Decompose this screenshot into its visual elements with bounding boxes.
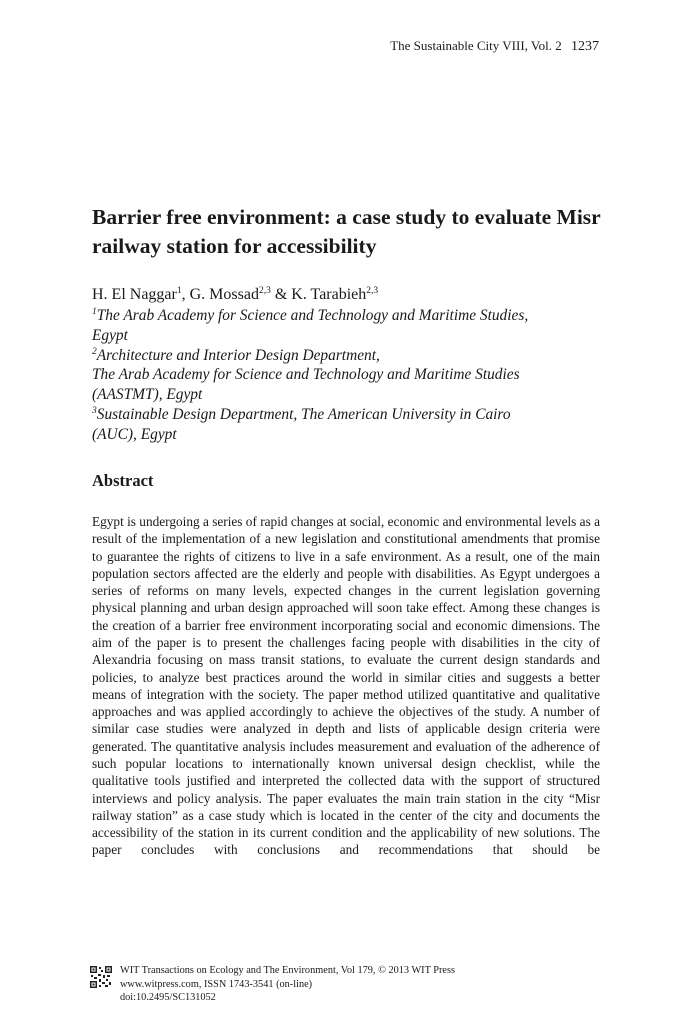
author-affiliation-mark: 2,3 bbox=[366, 286, 379, 296]
affiliation-text: The Arab Academy for Science and Technology and Maritime Studies, bbox=[96, 307, 529, 324]
footer-text bbox=[120, 964, 455, 1005]
author-separator: , bbox=[181, 286, 190, 303]
author-separator: & bbox=[270, 286, 292, 303]
author-name: H. El Naggar bbox=[92, 286, 177, 303]
affiliation-mark: 2 bbox=[92, 346, 97, 357]
affiliation-line: The Arab Academy for Science and Technology and Maritime Studies bbox=[92, 366, 520, 384]
abstract-heading: Abstract bbox=[92, 471, 154, 490]
footer-journal-line: WIT Transactions on Ecology and The Environment, Vol 179, © 2013 WIT Press bbox=[120, 965, 456, 976]
affiliation-line bbox=[92, 306, 602, 326]
running-head bbox=[390, 38, 599, 55]
paper-title: Barrier free environment: a case study to evaluate Misr railway station for accessibility bbox=[92, 205, 601, 258]
abstract-text: Egypt is undergoing a series of rapid changes at social, economic and environmental levels as a result of the implementation of a new legislation and constitutional amendments that promise to guarantee the rights of citizens to live in a safe environment. As a result, one of the main population sectors affected are the elderly and people with disabilities. As Egypt undergoes a series of reforms on many levels, expected changes in the current legislation governing physical planning and urban design approached will soon take effect. Among these changes is the creation of a barrier free environment incorporating social and economic dimensions. The aim of the paper is to present the challenges facing people with disabilities in the city of Alexandria focusing on mass transit stations, to evaluate the current design standards and policies, to analyze best practices around the world in similar cities and suggests a better means of integration with the society. The paper method utilized quantitative and qualitative approaches and was applied accordingly to achieve the objectives of the study. A number of similar case studies were analyzed in depth and lists of applicable design criteria were generated. The quantitative analysis includes measurement and evaluation of the adherence of such popular locations to internationally known universal design checklist, while the qualitative tools justified and interpreted the collected data with the support of structured interviews and policy analysis. The paper evaluates the main train station in the city “Misr railway station” as a case study which is located in the center of the city and documents the accessibility of the station in its current condition and the applicability of new solutions. The paper concludes with conclusions and recommendations that should be bbox=[92, 514, 600, 858]
affiliation-mark: 1 bbox=[92, 307, 97, 317]
author-list bbox=[92, 285, 378, 305]
affiliation-1 bbox=[92, 306, 602, 346]
author-name: K. Tarabieh bbox=[291, 286, 367, 303]
qr-code-icon bbox=[90, 966, 112, 988]
affiliation-3 bbox=[92, 405, 602, 445]
author-name: G. Mossad bbox=[189, 286, 259, 303]
affiliation-text: Architecture and Interior Design Department, bbox=[96, 346, 380, 364]
affiliations bbox=[92, 306, 602, 445]
affiliation-2 bbox=[92, 346, 602, 405]
running-title: The Sustainable City VIII, Vol. 2 bbox=[390, 38, 562, 53]
page-number: 1237 bbox=[571, 39, 599, 54]
affiliation-line: Egypt bbox=[92, 326, 128, 344]
author-affiliation-mark: 2,3 bbox=[258, 286, 271, 296]
affiliation-text: Sustainable Design Department, The American University in Cairo bbox=[96, 405, 511, 423]
footer-website-line: www.witpress.com, ISSN 1743-3541 (on-line) bbox=[120, 978, 313, 990]
affiliation-line bbox=[92, 405, 602, 425]
affiliation-line: (AASTMT), Egypt bbox=[92, 386, 203, 404]
footer-doi-line: doi:10.2495/SC131052 bbox=[120, 992, 216, 1004]
affiliation-line: (AUC), Egypt bbox=[92, 425, 177, 443]
affiliation-mark: 3 bbox=[92, 405, 97, 416]
affiliation-line bbox=[92, 346, 602, 366]
author-affiliation-mark: 1 bbox=[176, 286, 182, 296]
